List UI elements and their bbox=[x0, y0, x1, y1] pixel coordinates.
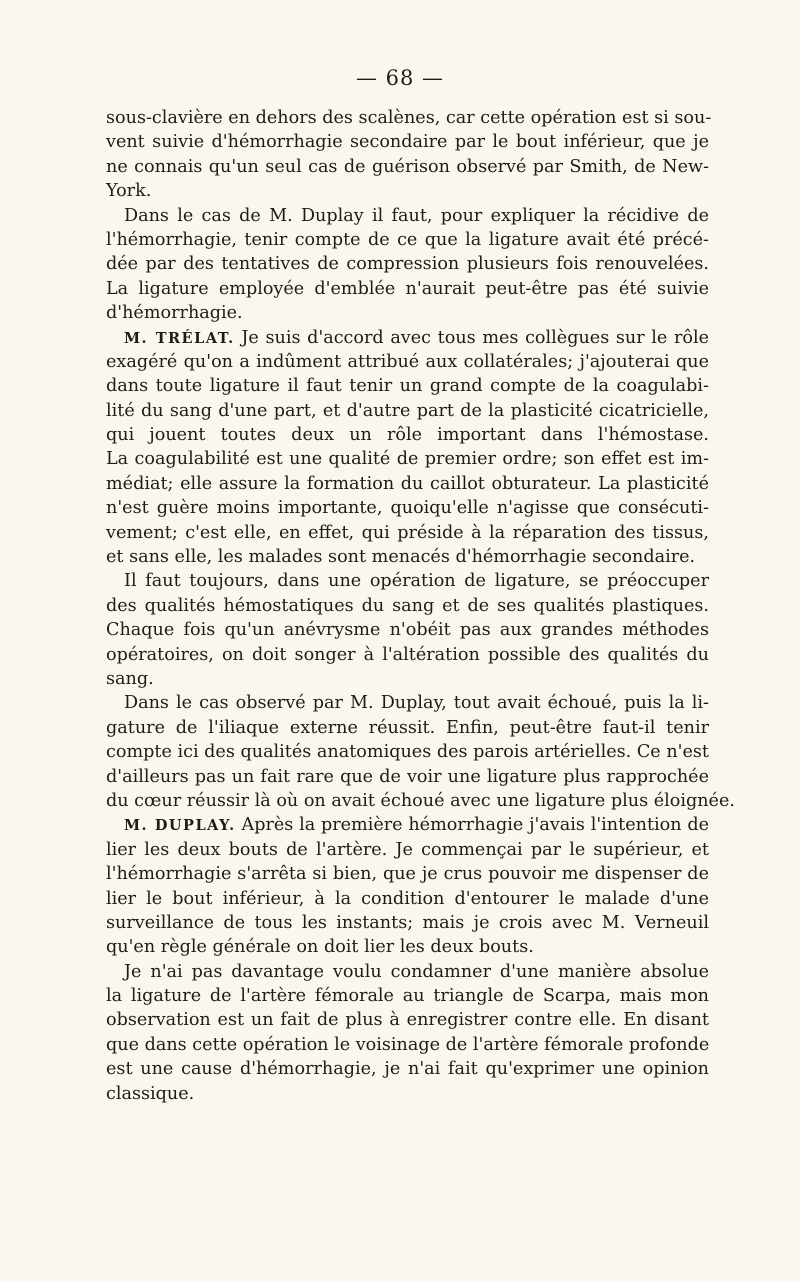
text-line: lier le bout inférieur, à la condition d'entourer le malade d'une bbox=[106, 888, 709, 909]
text-line: Chaque fois qu'un anévrysme n'obéit pas aux grandes méthodes bbox=[106, 620, 709, 641]
speaker-name: M. TRÉLAT. bbox=[124, 329, 235, 347]
text-line: dée par des tentatives de compression plusieurs fois renouvelées. bbox=[106, 254, 709, 275]
text-line: La coagulabilité est une qualité de premier ordre; son effet est im- bbox=[106, 449, 709, 470]
text-line: lier les deux bouts de l'artère. Je commençai par le supérieur, et bbox=[106, 839, 709, 860]
text-line: sous-clavière en dehors des scalènes, car cette opération est si sou- bbox=[106, 108, 712, 128]
speaker-text: Après la première hémorrhagie j'avais l'intention de bbox=[241, 815, 710, 836]
text-line: du cœur réussir là où on avait échoué avec une ligature plus éloignée. bbox=[106, 790, 735, 811]
paragraph bbox=[106, 106, 712, 204]
text-line: opératoires, on doit songer à l'altération possible des qualités du bbox=[106, 644, 709, 665]
text-line: Je n'ai pas davantage voulu condamner d'une manière absolue bbox=[124, 961, 709, 982]
text-line: vement; c'est elle, en effet, qui préside à la réparation des tissus, bbox=[106, 522, 709, 543]
text-line: York. bbox=[106, 181, 152, 202]
text-line: surveillance de tous les instants; mais je crois avec M. Verneuil bbox=[106, 912, 709, 933]
text-line: gature de l'iliaque externe réussit. Enfin, peut-être faut-il tenir bbox=[106, 717, 709, 738]
paragraph bbox=[106, 960, 709, 1106]
text-line: l'hémorrhagie s'arrêta si bien, que je crus pouvoir me dispenser de bbox=[106, 864, 709, 885]
text-line: médiat; elle assure la formation du caillot obturateur. La plasticité bbox=[106, 473, 709, 494]
text-line: observation est un fait de plus à enregistrer contre elle. En disant bbox=[106, 1010, 709, 1031]
text-line: exagéré qu'on a indûment attribué aux collatérales; j'ajouterai que bbox=[106, 351, 709, 372]
paragraph bbox=[106, 204, 709, 326]
speaker-name: M. DUPLAY. bbox=[124, 817, 236, 835]
text-line: que dans cette opération le voisinage de l'artère fémorale profonde bbox=[106, 1034, 710, 1055]
text-line: lité du sang d'une part, et d'autre part de la plasticité cicatricielle, bbox=[106, 400, 709, 421]
text-line: l'hémorrhagie, tenir compte de ce que la ligature avait été précé- bbox=[106, 229, 709, 250]
text-line: compte ici des qualités anatomiques des parois artérielles. Ce n'est bbox=[106, 742, 709, 763]
speaker-text: Je suis d'accord avec tous mes collègues sur le rôle bbox=[241, 327, 709, 348]
text-line: ne connais qu'un seul cas de guérison observé par Smith, de New- bbox=[106, 156, 709, 177]
text-line bbox=[106, 326, 709, 350]
text-line: Il faut toujours, dans une opération de ligature, se préoccuper bbox=[124, 571, 709, 592]
text-line: la ligature de l'artère fémorale au triangle de Scarpa, mais mon bbox=[106, 986, 709, 1007]
text-line: et sans elle, les malades sont menacés d'hémorrhagie secondaire. bbox=[106, 547, 696, 568]
paragraph bbox=[106, 326, 709, 570]
paragraph bbox=[106, 569, 709, 691]
text-line: classique. bbox=[106, 1083, 195, 1104]
text-line: d'ailleurs pas un fait rare que de voir une ligature plus rapprochée bbox=[106, 766, 709, 787]
text-line: n'est guère moins importante, quoiqu'elle n'agisse que consécuti- bbox=[106, 498, 709, 519]
text-line: d'hémorrhagie. bbox=[106, 303, 243, 324]
paragraph bbox=[106, 813, 709, 959]
paragraph bbox=[106, 691, 735, 813]
text-line: Dans le cas observé par M. Duplay, tout avait échoué, puis la li- bbox=[124, 693, 709, 714]
page-number: — 68 — bbox=[355, 66, 445, 90]
text-line: qu'en règle générale on doit lier les deux bouts. bbox=[106, 937, 534, 958]
text-line: La ligature employée d'emblée n'aurait peut-être pas été suivie bbox=[106, 278, 709, 299]
text-line: vent suivie d'hémorrhagie secondaire par le bout inférieur, que je bbox=[106, 132, 709, 153]
text-line: est une cause d'hémorrhagie, je n'ai fait qu'exprimer une opinion bbox=[106, 1059, 709, 1080]
text-line: des qualités hémostatiques du sang et de ses qualités plastiques. bbox=[106, 595, 709, 616]
text-line bbox=[106, 813, 709, 837]
text-line: Dans le cas de M. Duplay il faut, pour expliquer la récidive de bbox=[124, 205, 709, 226]
text-line: sang. bbox=[106, 668, 154, 689]
page-text bbox=[106, 106, 735, 1106]
text-line: dans toute ligature il faut tenir un grand compte de la coagulabi- bbox=[106, 376, 709, 397]
text-line: qui jouent toutes deux un rôle important dans l'hémostase. bbox=[106, 425, 709, 446]
